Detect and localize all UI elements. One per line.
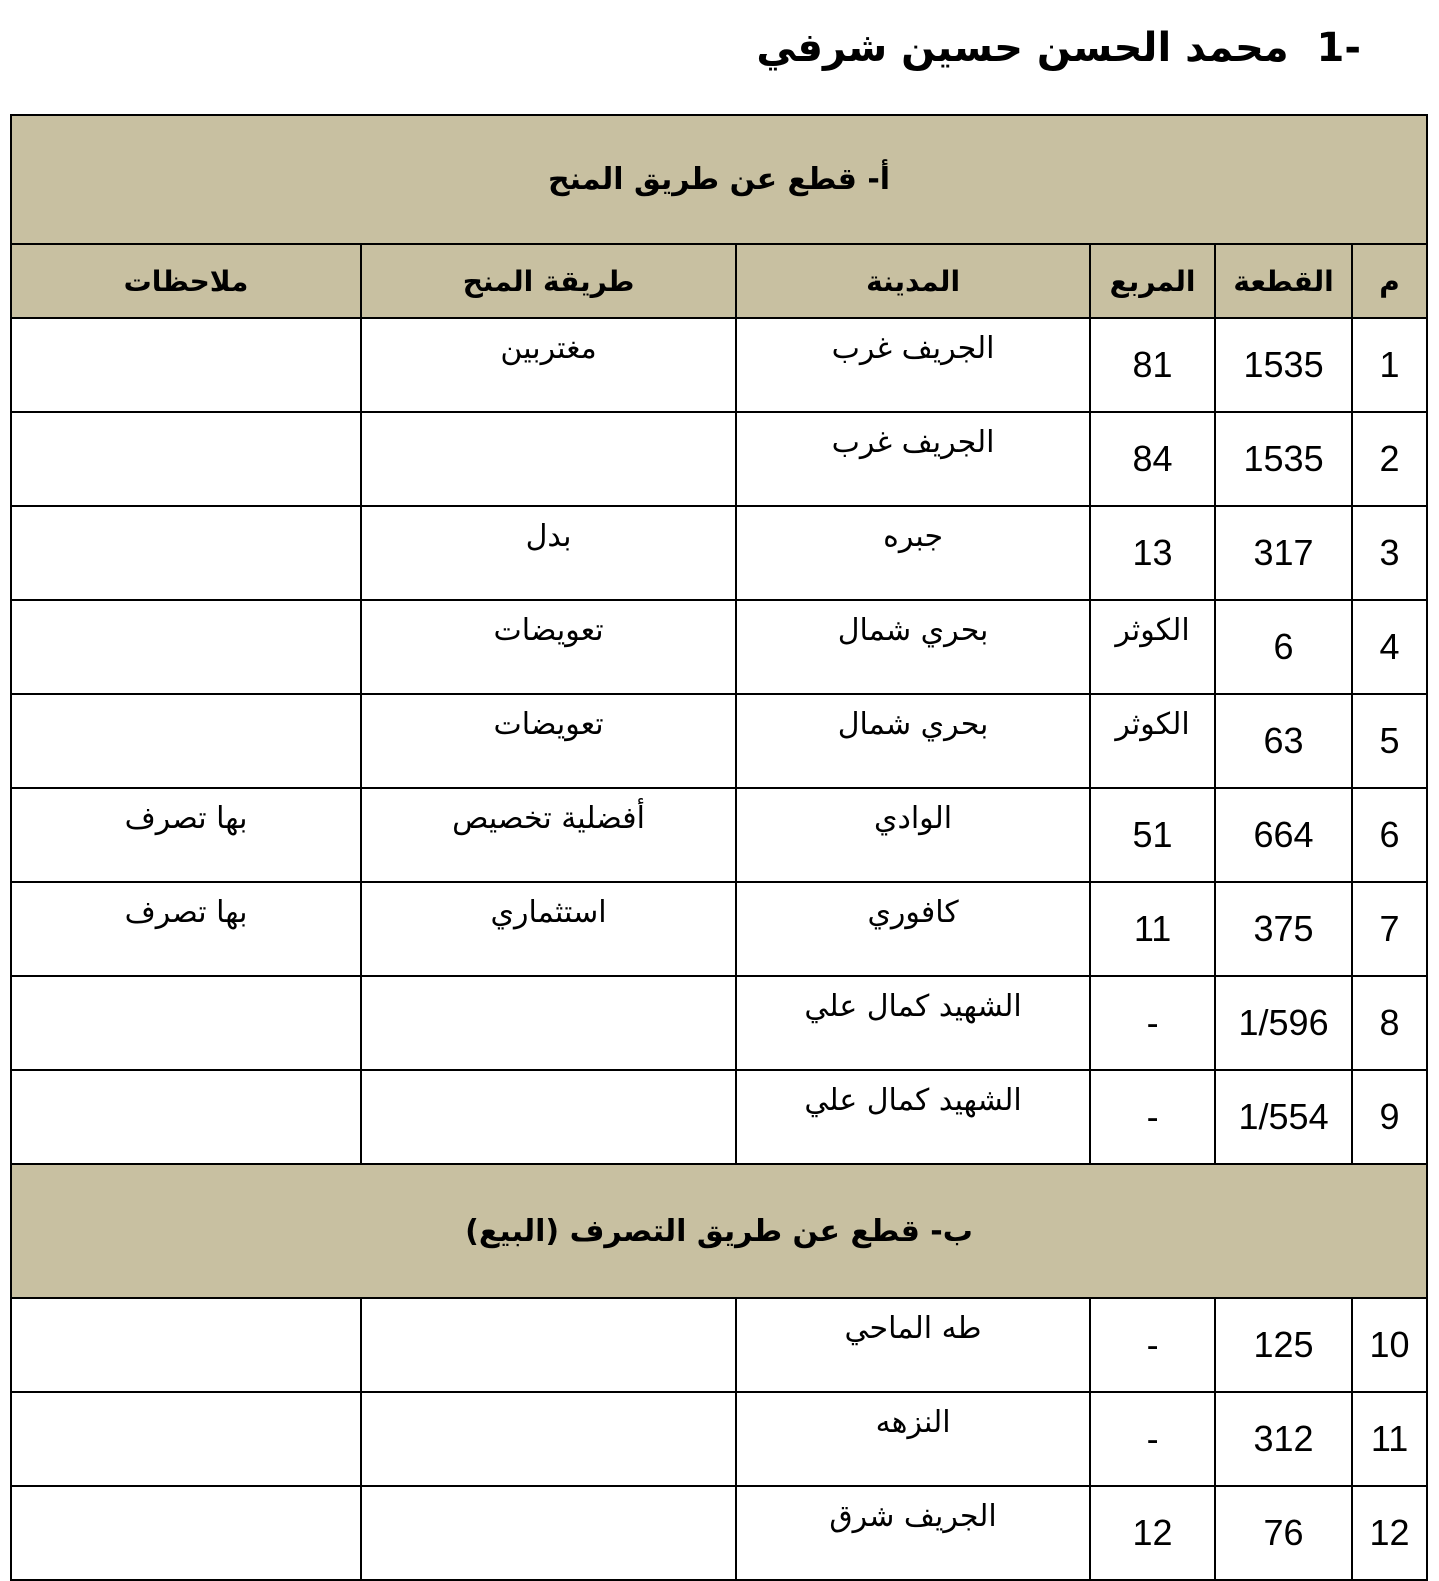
- cell-plot: 125: [1215, 1298, 1352, 1392]
- cell-square: 12: [1090, 1486, 1215, 1580]
- table-row: [11, 694, 1427, 788]
- cell-notes: [11, 506, 361, 600]
- header-m: م: [1352, 244, 1427, 318]
- cell-notes: [11, 412, 361, 506]
- header-method: طريقة المنح: [361, 244, 736, 318]
- cell-m: 12: [1352, 1486, 1427, 1580]
- cell-square: -: [1090, 1298, 1215, 1392]
- cell-method: أفضلية تخصيص: [361, 788, 736, 882]
- cell-notes: [11, 1298, 361, 1392]
- cell-plot: 317: [1215, 506, 1352, 600]
- cell-m: 7: [1352, 882, 1427, 976]
- cell-square: -: [1090, 976, 1215, 1070]
- cell-plot: 375: [1215, 882, 1352, 976]
- table-row: [11, 976, 1427, 1070]
- cell-square: -: [1090, 1392, 1215, 1486]
- cell-square: الكوثر: [1090, 694, 1215, 788]
- plots-table: [10, 114, 1428, 1581]
- cell-city: الجريف شرق: [736, 1486, 1090, 1580]
- cell-method: [361, 1392, 736, 1486]
- header-plot: القطعة: [1215, 244, 1352, 318]
- cell-method: استثماري: [361, 882, 736, 976]
- cell-m: 11: [1352, 1392, 1427, 1486]
- cell-city: جبره: [736, 506, 1090, 600]
- cell-method: تعويضات: [361, 694, 736, 788]
- cell-notes: [11, 1392, 361, 1486]
- cell-city: الجريف غرب: [736, 412, 1090, 506]
- cell-plot: 76: [1215, 1486, 1352, 1580]
- cell-m: 10: [1352, 1298, 1427, 1392]
- table-row: [11, 318, 1427, 412]
- cell-notes: [11, 1070, 361, 1164]
- table-row: [11, 882, 1427, 976]
- header-city: المدينة: [736, 244, 1090, 318]
- cell-plot: 312: [1215, 1392, 1352, 1486]
- cell-city: الوادي: [736, 788, 1090, 882]
- cell-method: [361, 976, 736, 1070]
- table-row: [11, 1070, 1427, 1164]
- cell-plot: 1/596: [1215, 976, 1352, 1070]
- cell-m: 8: [1352, 976, 1427, 1070]
- cell-city: النزهه: [736, 1392, 1090, 1486]
- cell-plot: 1535: [1215, 318, 1352, 412]
- cell-city: كافوري: [736, 882, 1090, 976]
- cell-m: 2: [1352, 412, 1427, 506]
- cell-plot: 63: [1215, 694, 1352, 788]
- cell-city: بحري شمال: [736, 600, 1090, 694]
- section-b-title: ب- قطع عن طريق التصرف (البيع): [11, 1164, 1427, 1298]
- cell-plot: 1535: [1215, 412, 1352, 506]
- cell-notes: بها تصرف: [11, 788, 361, 882]
- cell-method: [361, 412, 736, 506]
- table-header-row: [11, 244, 1427, 318]
- header-square: المربع: [1090, 244, 1215, 318]
- section-a-row: [11, 115, 1427, 244]
- table-row: [11, 412, 1427, 506]
- section-b-row: [11, 1164, 1427, 1298]
- cell-notes: [11, 694, 361, 788]
- cell-m: 4: [1352, 600, 1427, 694]
- cell-notes: بها تصرف: [11, 882, 361, 976]
- cell-m: 1: [1352, 318, 1427, 412]
- title-name: محمد الحسن حسين شرفي: [756, 25, 1289, 71]
- cell-m: 6: [1352, 788, 1427, 882]
- cell-square: 13: [1090, 506, 1215, 600]
- cell-m: 3: [1352, 506, 1427, 600]
- title-number: -1: [1316, 25, 1361, 71]
- cell-method: [361, 1298, 736, 1392]
- header-notes: ملاحظات: [11, 244, 361, 318]
- cell-square: 81: [1090, 318, 1215, 412]
- cell-notes: [11, 318, 361, 412]
- cell-method: بدل: [361, 506, 736, 600]
- cell-city: بحري شمال: [736, 694, 1090, 788]
- table-row: [11, 1392, 1427, 1486]
- cell-square: الكوثر: [1090, 600, 1215, 694]
- section-a-title: أ- قطع عن طريق المنح: [11, 115, 1427, 244]
- cell-square: 51: [1090, 788, 1215, 882]
- cell-square: -: [1090, 1070, 1215, 1164]
- cell-m: 9: [1352, 1070, 1427, 1164]
- cell-method: تعويضات: [361, 600, 736, 694]
- cell-method: مغتربين: [361, 318, 736, 412]
- cell-city: الجريف غرب: [736, 318, 1090, 412]
- table-row: [11, 1486, 1427, 1580]
- cell-city: طه الماحي: [736, 1298, 1090, 1392]
- cell-plot: 664: [1215, 788, 1352, 882]
- cell-notes: [11, 600, 361, 694]
- cell-m: 5: [1352, 694, 1427, 788]
- cell-plot: 1/554: [1215, 1070, 1352, 1164]
- cell-square: 11: [1090, 882, 1215, 976]
- table-row: [11, 1298, 1427, 1392]
- cell-city: الشهيد كمال علي: [736, 1070, 1090, 1164]
- cell-city: الشهيد كمال علي: [736, 976, 1090, 1070]
- cell-square: 84: [1090, 412, 1215, 506]
- cell-notes: [11, 976, 361, 1070]
- cell-plot: 6: [1215, 600, 1352, 694]
- table-row: [11, 788, 1427, 882]
- table-row: [11, 600, 1427, 694]
- cell-notes: [11, 1486, 361, 1580]
- cell-method: [361, 1486, 736, 1580]
- page-title: [756, 18, 1361, 78]
- table-row: [11, 506, 1427, 600]
- cell-method: [361, 1070, 736, 1164]
